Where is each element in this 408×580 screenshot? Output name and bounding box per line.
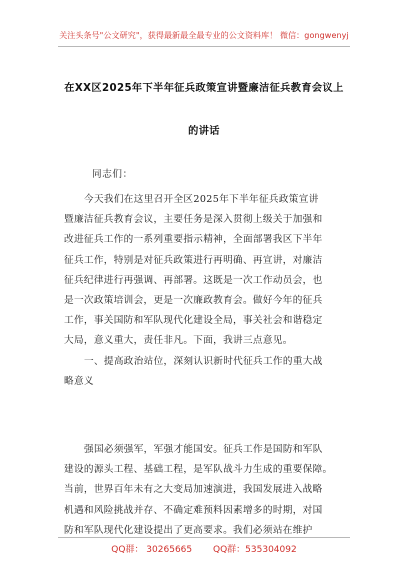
text-line: 暨廉洁征兵教育会议，主要任务是深入贯彻上级关于加强和 [64, 214, 323, 226]
footer-note [0, 542, 408, 555]
salutation: 同志们： [92, 169, 133, 180]
text-line: 机遇和风险挑战并存、不确定难预料因素增多的时期，对国 [64, 504, 323, 516]
text-line: 今天我们在这里召开全区2025年下半年征兵政策宣讲 [84, 194, 319, 205]
document-title-line2: 的讲话 [188, 126, 220, 137]
text-line: 大局，意义重大，责任非凡。下面，我讲三点意见。 [64, 335, 293, 347]
section-heading-line: 一、提高政治站位，深刻认识新时代征兵工作的重大战 [84, 355, 323, 367]
text-line: 工作，事关国防和军队现代化建设全局，事关社会和谐稳定 [64, 315, 323, 327]
text-line: 当前，世界百年未有之大变局加速演进，我国发展进入战略 [64, 484, 323, 496]
paragraph-intro [64, 190, 346, 392]
header-divider [58, 46, 350, 47]
text-line: 防和军队现代化建设提出了更高要求。我们必须站在维护 [64, 524, 313, 536]
header-note: 关注头条号"公文研究"，获得最新最全最专业的公文资料库！ 微信：gongwenyj [59, 31, 349, 40]
text-line: 改进征兵工作的一系列重要指示精神，全面部署我区下半年 [64, 234, 323, 246]
footer-divider [58, 537, 350, 538]
document-title-line1: 在XX区2025年下半年征兵政策宣讲暨廉洁征兵教育会议上 [64, 83, 344, 94]
text-line: 征兵工作，特别是对征兵政策进行再明确、再宣讲，对廉洁 [64, 254, 323, 266]
section-heading-line: 略意义 [64, 375, 94, 387]
footer-qq-group-2: QQ群：535304092 [213, 545, 297, 555]
paragraph-body [64, 440, 346, 541]
footer-qq-group-1: QQ群： 30265665 [111, 545, 193, 555]
text-line: 强国必须强军，军强才能国安。征兵工作是国防和军队 [84, 444, 323, 455]
text-line: 征兵纪律进行再强调、再部署。这既是一次工作动员会，也 [64, 274, 323, 286]
text-line: 建设的源头工程、基础工程，是军队战斗力生成的重要保障。 [64, 464, 333, 476]
text-line: 是一次政策培训会，更是一次廉政教育会。做好今年的征兵 [64, 295, 323, 307]
